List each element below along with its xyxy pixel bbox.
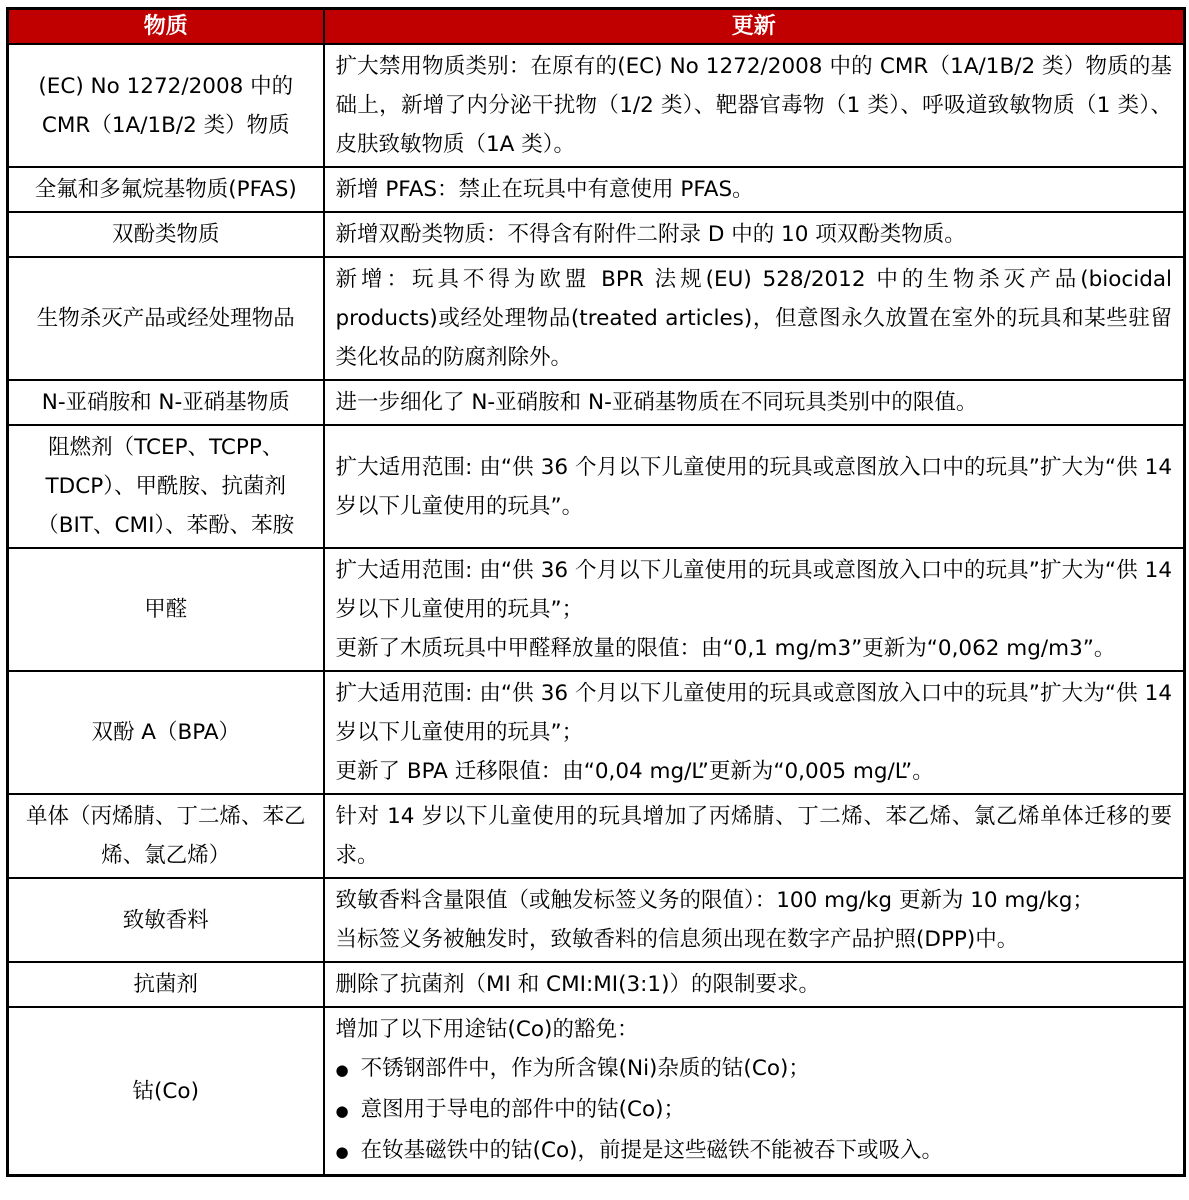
update-text: 新增双酚类物质：不得含有附件二附录 D 中的 10 项双酚类物质。 bbox=[335, 222, 966, 247]
update-text: 扩大适用范围: 由“供 36 个月以下儿童使用的玩具或意图放入口中的玩具”扩大为“供 14 岁以下儿童使用的玩具”； bbox=[335, 558, 1172, 622]
table-row bbox=[8, 257, 1185, 380]
table-row bbox=[8, 167, 1185, 212]
bullet-icon: ● bbox=[335, 1143, 349, 1161]
substance-cell: 生物杀灭产品或经处理物品 bbox=[8, 257, 324, 380]
table-header-row bbox=[8, 9, 1185, 45]
update-cell bbox=[324, 257, 1185, 380]
bullet-item bbox=[336, 1131, 1173, 1172]
substance-cell: 阻燃剂（TCEP、TCPP、TDCP）、甲酰胺、抗菌剂（BIT、CMI）、苯酚、苯胺 bbox=[8, 425, 324, 548]
substance-cell: 钴(Co) bbox=[8, 1007, 324, 1176]
bullet-icon: ● bbox=[335, 1061, 349, 1079]
substance-cell: 双酚类物质 bbox=[8, 212, 324, 257]
update-cell bbox=[324, 1007, 1185, 1176]
update-text: 更新了 BPA 迁移限值：由“0,04 mg/L”更新为“0,005 mg/L”。 bbox=[335, 759, 934, 784]
update-text: 针对 14 岁以下儿童使用的玩具增加了丙烯腈、丁二烯、苯乙烯、氯乙烯单体迁移的要求。 bbox=[335, 804, 1172, 868]
substance-cell: N-亚硝胺和 N-亚硝基物质 bbox=[8, 380, 324, 425]
substance-cell: 抗菌剂 bbox=[8, 962, 324, 1007]
bullet-text: 在钕基磁铁中的钴(Co)，前提是这些磁铁不能被吞下或吸入。 bbox=[360, 1138, 944, 1163]
update-cell bbox=[324, 167, 1185, 212]
update-text: 扩大适用范围: 由“供 36 个月以下儿童使用的玩具或意图放入口中的玩具”扩大为“供 14 岁以下儿童使用的玩具”； bbox=[335, 681, 1172, 745]
update-cell bbox=[324, 671, 1185, 794]
substance-cell: 全氟和多氟烷基物质(PFAS) bbox=[8, 167, 324, 212]
table-row bbox=[8, 548, 1185, 671]
substances-update-table bbox=[6, 7, 1186, 1177]
table-row bbox=[8, 212, 1185, 257]
update-text: 更新了木质玩具中甲醛释放量的限值：由“0,1 mg/m3”更新为“0,062 mg/m3”。 bbox=[335, 636, 1116, 661]
update-text: 删除了抗菌剂（MI 和 CMI:MI(3:1)）的限制要求。 bbox=[335, 972, 820, 997]
bullet-text: 意图用于导电的部件中的钴(Co)； bbox=[360, 1097, 686, 1122]
update-text: 进一步细化了 N-亚硝胺和 N-亚硝基物质在不同玩具类别中的限值。 bbox=[335, 390, 978, 415]
bullet-item bbox=[336, 1049, 1173, 1090]
update-cell bbox=[324, 380, 1185, 425]
table-row bbox=[8, 425, 1185, 548]
update-cell bbox=[324, 425, 1185, 548]
update-text: 当标签义务被触发时，致敏香料的信息须出现在数字产品护照(DPP)中。 bbox=[335, 927, 1019, 952]
update-text: 增加了以下用途钴(Co)的豁免： bbox=[335, 1017, 639, 1042]
update-cell bbox=[324, 212, 1185, 257]
table-row bbox=[8, 1007, 1185, 1176]
update-cell bbox=[324, 794, 1185, 878]
substance-cell: 甲醛 bbox=[8, 548, 324, 671]
header-substance: 物质 bbox=[8, 9, 324, 45]
substance-cell: 双酚 A（BPA） bbox=[8, 671, 324, 794]
update-cell bbox=[324, 962, 1185, 1007]
update-cell bbox=[324, 878, 1185, 962]
update-text: 新增 PFAS：禁止在玩具中有意使用 PFAS。 bbox=[335, 177, 754, 202]
update-text: 扩大适用范围: 由“供 36 个月以下儿童使用的玩具或意图放入口中的玩具”扩大为“供 14 岁以下儿童使用的玩具”。 bbox=[335, 454, 1172, 519]
substance-cell: 单体（丙烯腈、丁二烯、苯乙烯、氯乙烯） bbox=[8, 794, 324, 878]
update-text: 新增：玩具不得为欧盟 BPR 法规(EU) 528/2012 中的生物杀灭产品(biocidal products)或经处理物品(treated articles)，但意图永久放置在室外的玩具和某些驻留类化妆品的防腐剂除外。 bbox=[335, 267, 1172, 370]
update-cell bbox=[324, 44, 1185, 167]
table-row bbox=[8, 878, 1185, 962]
substance-cell: 致敏香料 bbox=[8, 878, 324, 962]
bullet-item bbox=[336, 1090, 1173, 1131]
update-text: 扩大禁用物质类别：在原有的(EC) No 1272/2008 中的 CMR（1A/1B/2 类）物质的基础上，新增了内分泌干扰物（1/2 类）、靶器官毒物（1 类）、呼吸道致敏物质（1 类）、皮肤致敏物质（1A 类）。 bbox=[335, 54, 1172, 157]
bullet-text: 不锈钢部件中，作为所含镍(Ni)杂质的钴(Co)； bbox=[360, 1056, 810, 1081]
table-row bbox=[8, 671, 1185, 794]
substance-cell: (EC) No 1272/2008 中的 CMR（1A/1B/2 类）物质 bbox=[8, 44, 324, 167]
bullet-icon: ● bbox=[335, 1102, 349, 1120]
update-text: 致敏香料含量限值（或触发标签义务的限值）：100 mg/kg 更新为 10 mg/kg； bbox=[335, 888, 1094, 913]
update-cell bbox=[324, 548, 1185, 671]
table-row bbox=[8, 44, 1185, 167]
table-row bbox=[8, 962, 1185, 1007]
table-row bbox=[8, 794, 1185, 878]
header-update: 更新 bbox=[324, 9, 1185, 45]
table-row bbox=[8, 380, 1185, 425]
